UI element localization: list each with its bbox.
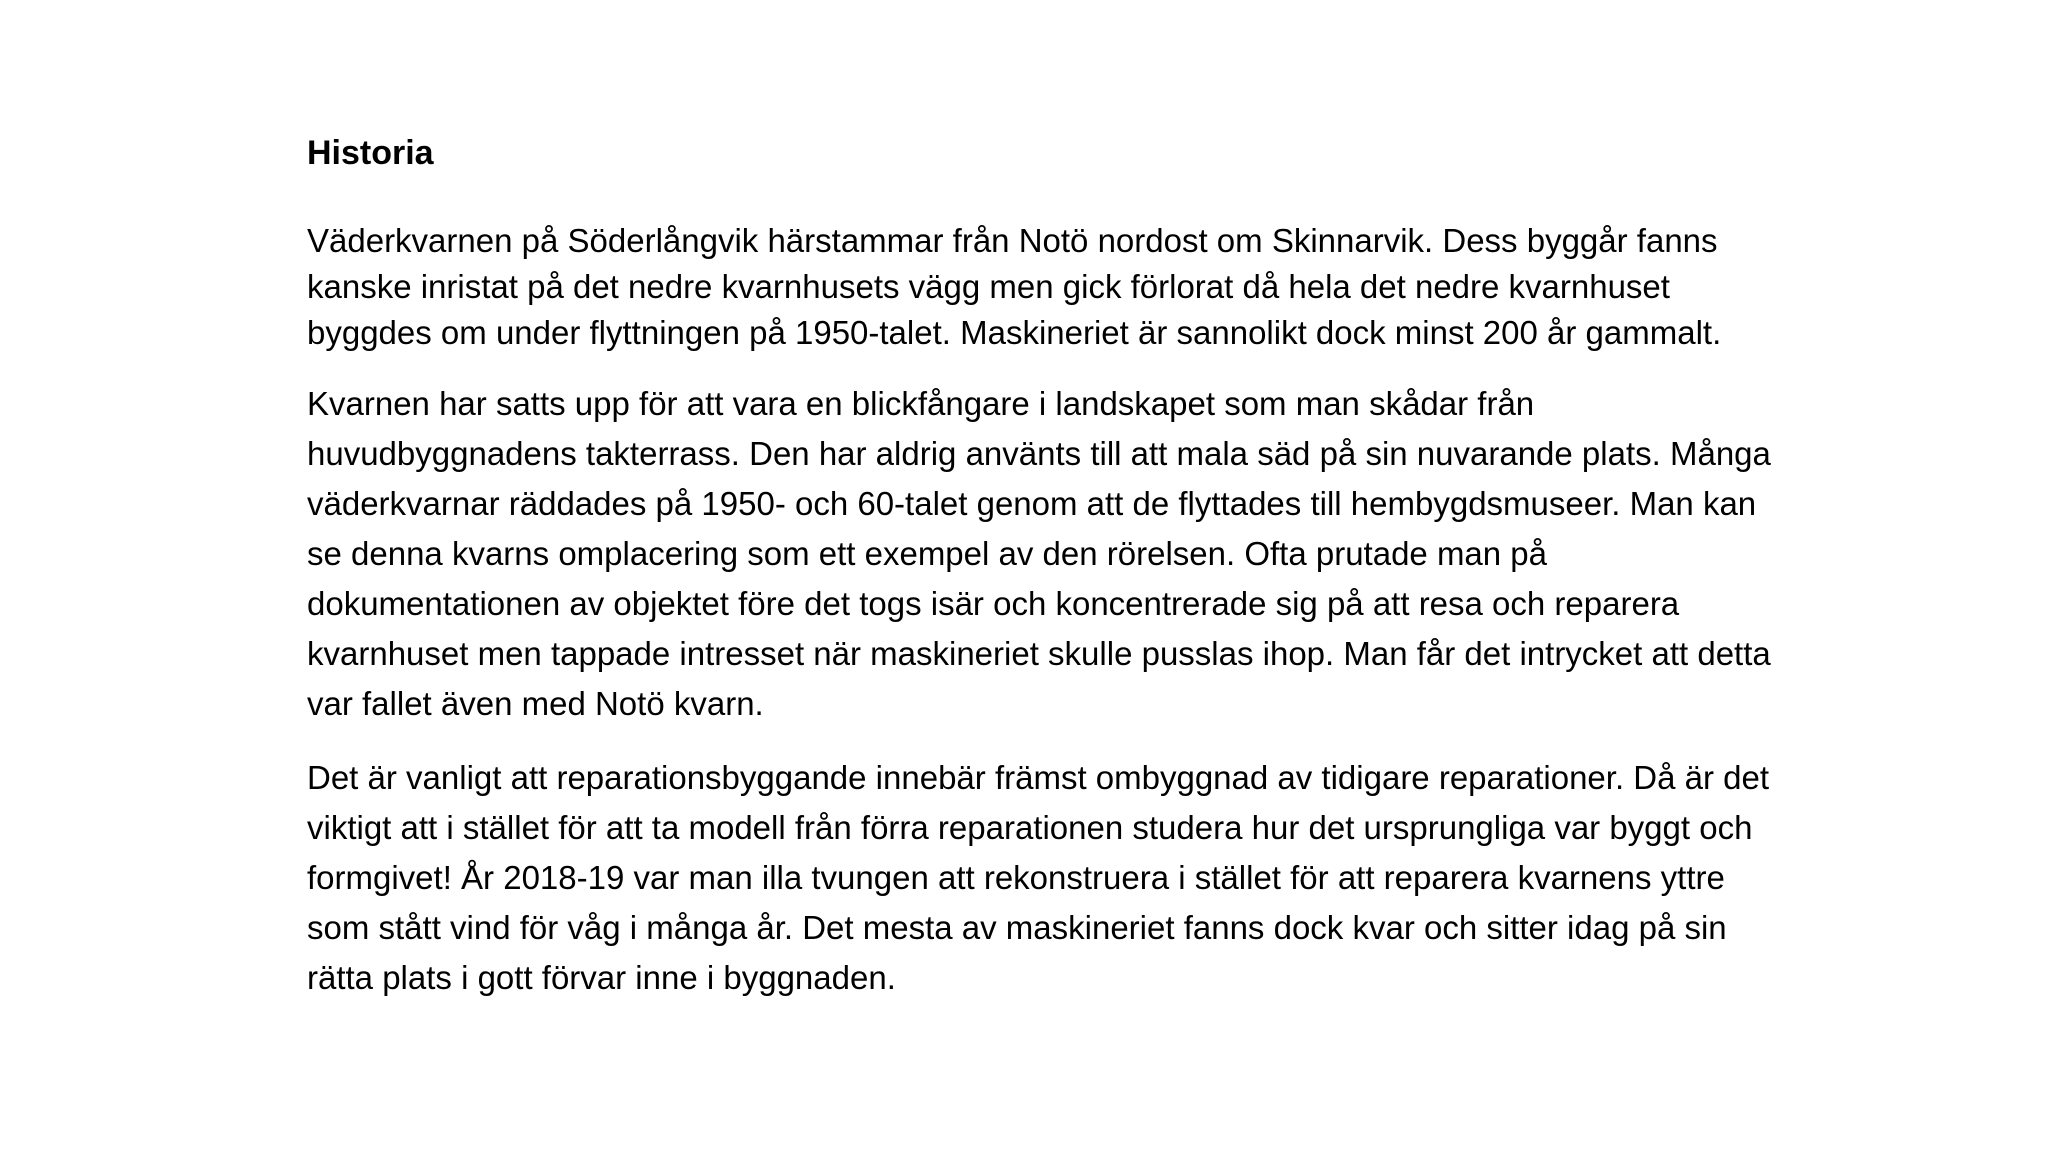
text-line: som stått vind för våg i många år. Det mesta av maskineriet fanns dock kvar och sitter idag på sin [307,909,1727,946]
text-line: viktigt att i stället för att ta modell från förra reparationen studera hur det ursprungliga var byggt och [307,809,1753,846]
slide-content [307,128,1907,1003]
text-line: väderkvarnar räddades på 1950- och 60-talet genom att de flyttades till hembygdsmuseer. Man kan [307,485,1757,522]
text-line: dokumentationen av objektet före det togs isär och koncentrerade sig på att resa och reparera [307,585,1680,622]
text-line: Det är vanligt att reparationsbyggande innebär främst ombyggnad av tidigare reparationer. Då är det [307,759,1770,796]
paragraph-repair [307,753,1907,1003]
text-line: kanske inristat på det nedre kvarnhusets vägg men gick förlorat då hela det nedre kvarnhuset [307,268,1670,305]
text-line: var fallet även med Notö kvarn. [307,685,764,722]
text-line: se denna kvarns omplacering som ett exempel av den rörelsen. Ofta prutade man på [307,535,1548,572]
text-line: Kvarnen har satts upp för att vara en blickfångare i landskapet som man skådar från [307,385,1535,422]
slide-heading: Historia [307,134,434,172]
paragraph-origin [307,218,1907,356]
paragraph-relocation [307,379,1907,729]
text-line: huvudbyggnadens takterrass. Den har aldrig använts till att mala säd på sin nuvarande plats. Många [307,435,1771,472]
text-line: formgivet! År 2018-19 var man illa tvungen att rekonstruera i stället för att reparera kvarnens yttre [307,859,1725,896]
text-line: Väderkvarnen på Söderlångvik härstammar från Notö nordost om Skinnarvik. Dess byggår fanns [307,222,1718,259]
text-line: kvarnhuset men tappade intresset när maskineriet skulle pusslas ihop. Man får det intrycket att detta [307,635,1771,672]
text-line: byggdes om under flyttningen på 1950-talet. Maskineriet är sannolikt dock minst 200 år gammalt. [307,314,1722,351]
text-line: rätta plats i gott förvar inne i byggnaden. [307,959,896,996]
